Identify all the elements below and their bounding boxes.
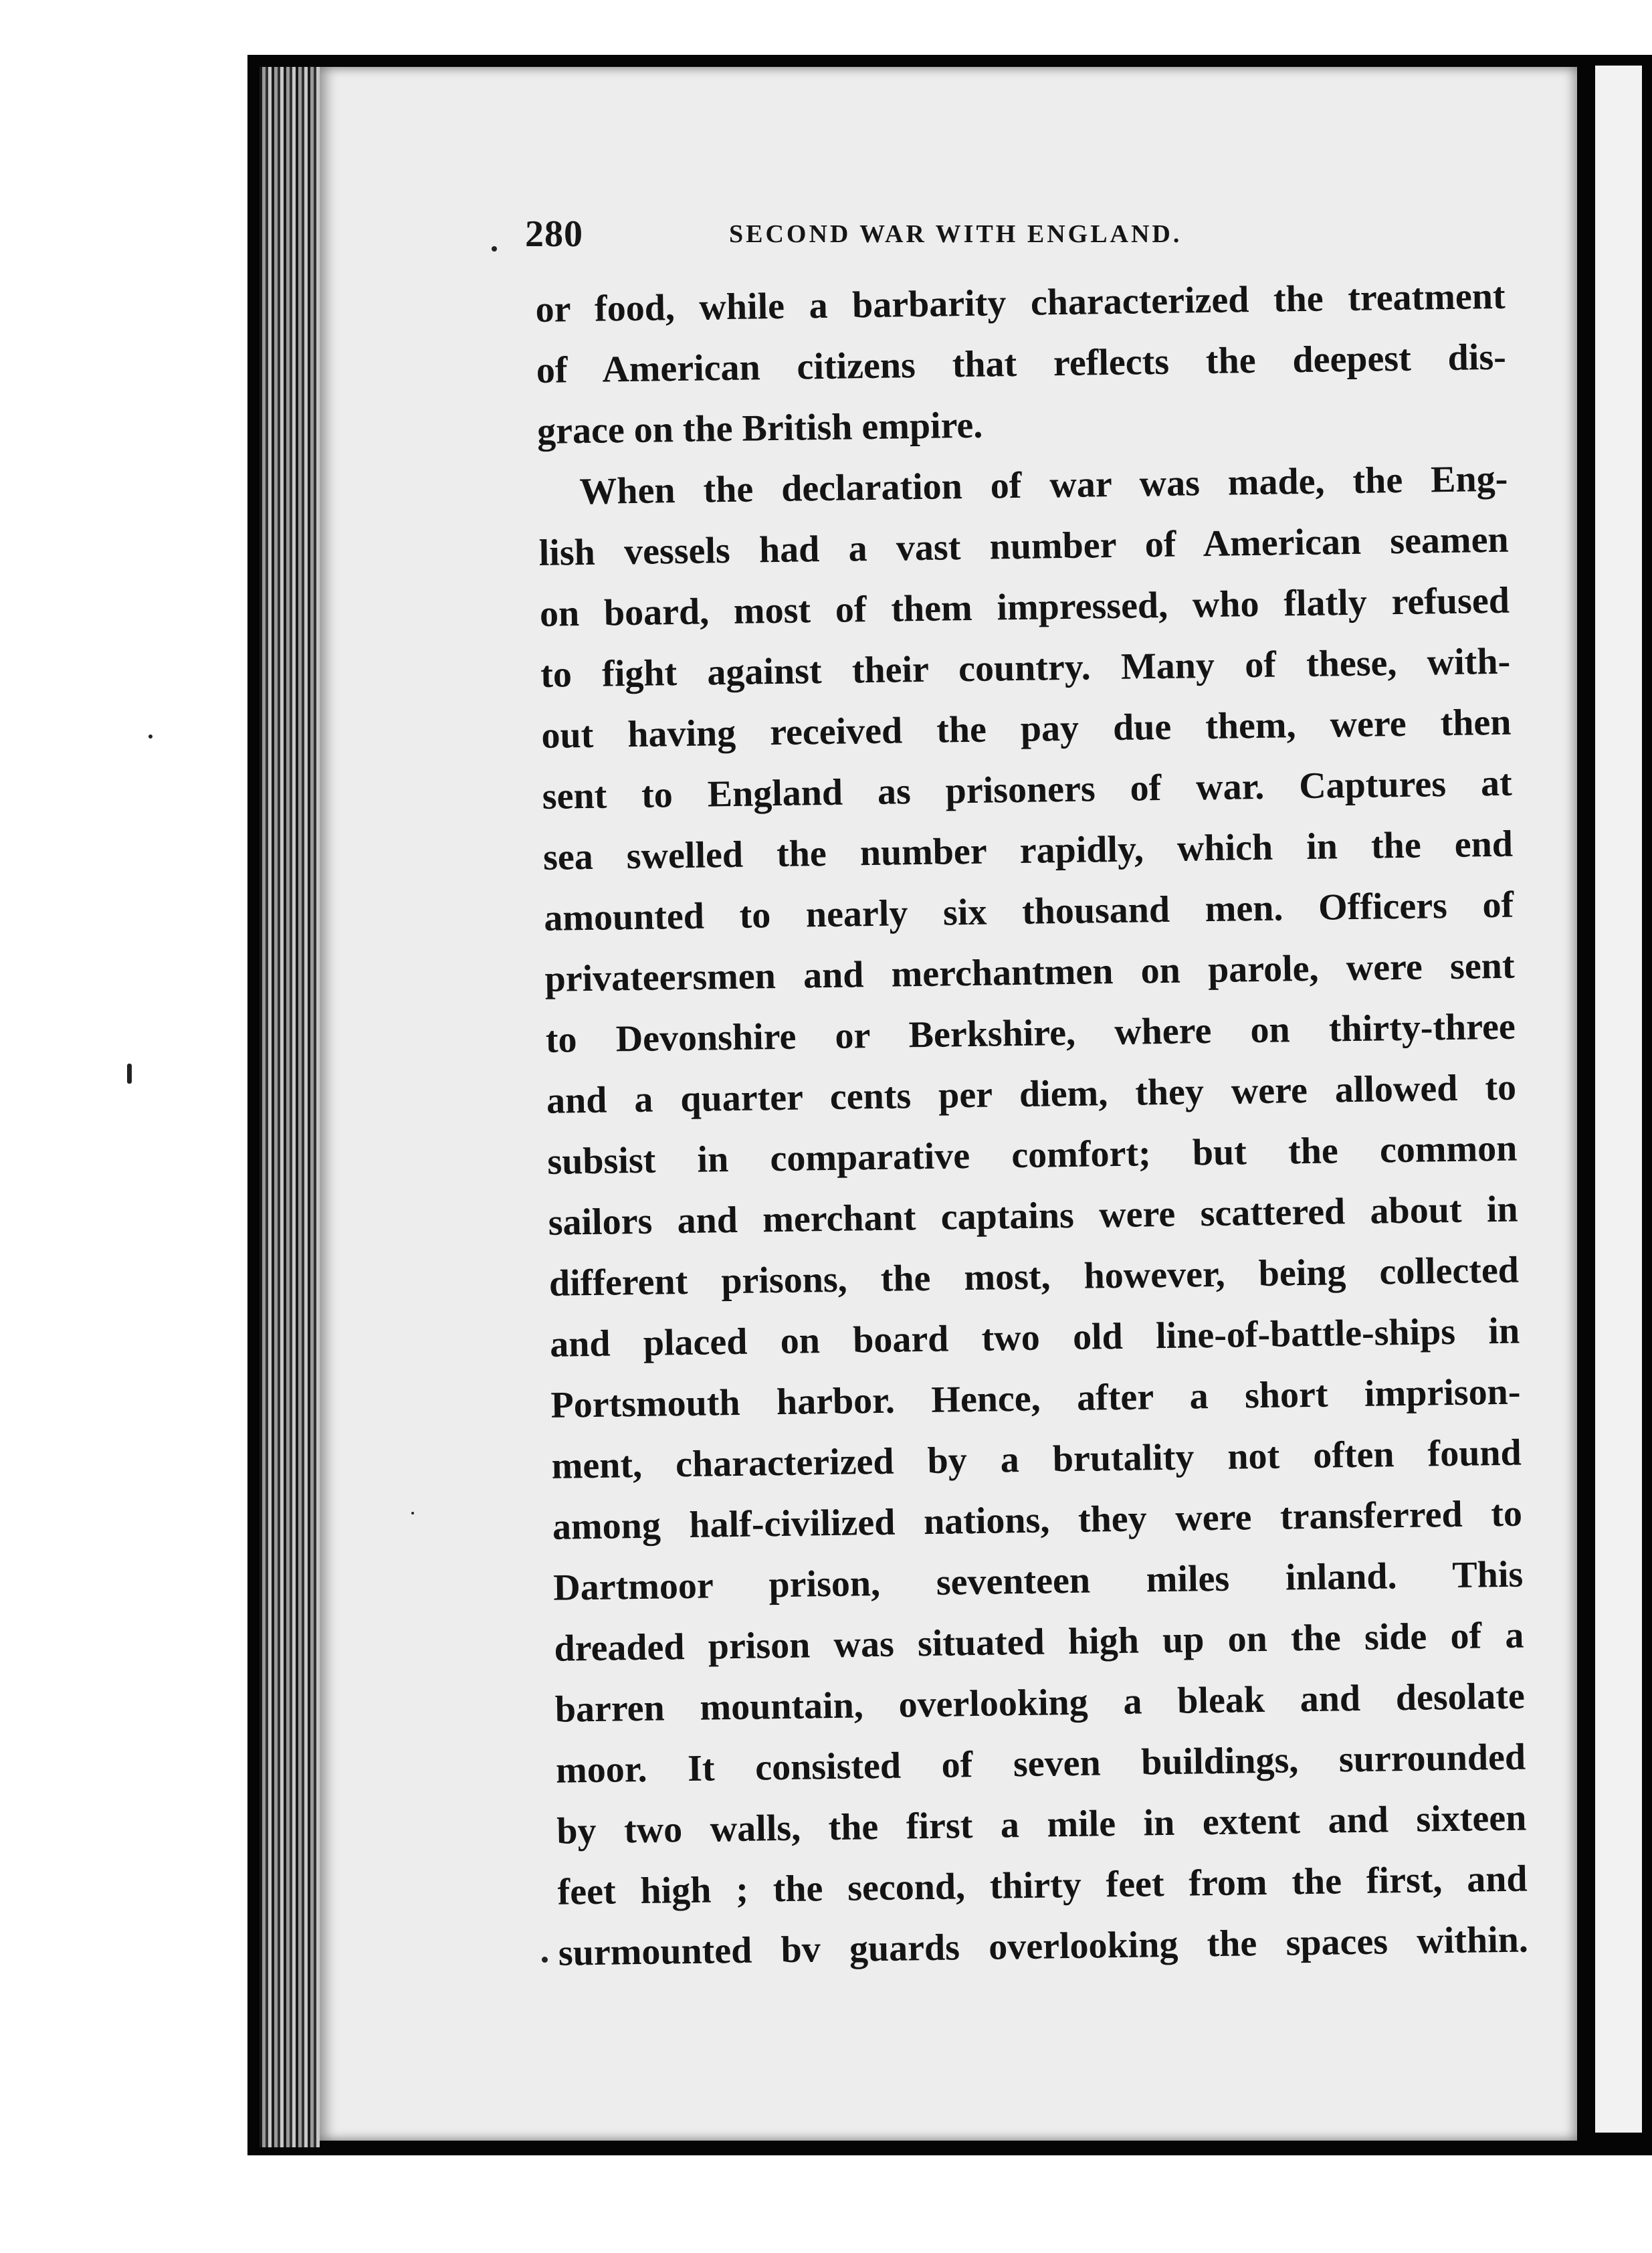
text-line: and a quarter cents per diem, they were allowed to (546, 1066, 1517, 1122)
text-line: barren mountain, overlooking a bleak and desolate (554, 1675, 1526, 1731)
text-line: among half-civilized nations, they were transferred to (552, 1492, 1523, 1548)
scan-speck (411, 1512, 414, 1514)
text-line: by two walls, the first a mile in extent and sixteen (556, 1797, 1527, 1852)
page-header (525, 213, 1515, 273)
page-edge-stack (260, 67, 320, 2147)
running-head: SECOND WAR WITH ENGLAND. (729, 220, 1182, 248)
text-line: grace on the British empire. (536, 404, 983, 452)
text-line: moor. It consisted of seven buildings, surrounded (555, 1736, 1526, 1791)
text-line: feet high ; the second, thirty feet from the first, and (557, 1858, 1528, 1913)
text-line: and placed on board two old line-of-battle-ships in (549, 1310, 1520, 1365)
body-text (535, 266, 1528, 1984)
text-line: sea swelled the number rapidly, which in the end (542, 823, 1514, 878)
text-line: to Devonshire or Berkshire, where on thirty-three (545, 1005, 1516, 1061)
text-line: privateersmen and merchantmen on parole, were sent (544, 945, 1515, 1000)
text-line: to fight against their country. Many of these, with- (540, 640, 1511, 696)
scan-speck (148, 734, 152, 739)
text-line: sailors and merchant captains were scattered about in (548, 1188, 1518, 1244)
text-line: ment, characterized by a brutality not often found (551, 1432, 1522, 1487)
text-line: dreaded prison was situated high up on the side of a (554, 1614, 1524, 1670)
text-line: amounted to nearly six thousand men. Officers of (543, 884, 1514, 939)
scan-speck (127, 1064, 132, 1084)
text-line: subsist in comparative comfort; but the common (546, 1127, 1518, 1183)
text-line: or food, while a barbarity characterized the treatment (535, 275, 1506, 330)
text-line: When the declaration of war was made, the Eng- (579, 458, 1508, 513)
scan-speck (542, 1957, 548, 1963)
text-line: of American citizens that reflects the deepest dis- (536, 336, 1507, 391)
text-line: on board, most of them impressed, who flatly refused (539, 579, 1510, 635)
text-line: out having received the pay due them, were then (541, 701, 1512, 757)
text-line: Dartmoor prison, seventeen miles inland. This (552, 1553, 1524, 1609)
scan-speck (492, 246, 497, 252)
text-line: sent to England as prisoners of war. Captures at (542, 762, 1513, 817)
page-number: 280 (525, 213, 583, 255)
text-line: different prisons, the most, however, being collected (548, 1249, 1520, 1304)
text-line: surmounted bv guards overlooking the spaces within. (558, 1919, 1529, 1974)
text-line: Portsmouth harbor. Hence, after a short imprison- (550, 1371, 1521, 1426)
text-line: lish vessels had a vast number of American seamen (538, 518, 1510, 574)
adjacent-page-edge (1595, 66, 1642, 2133)
